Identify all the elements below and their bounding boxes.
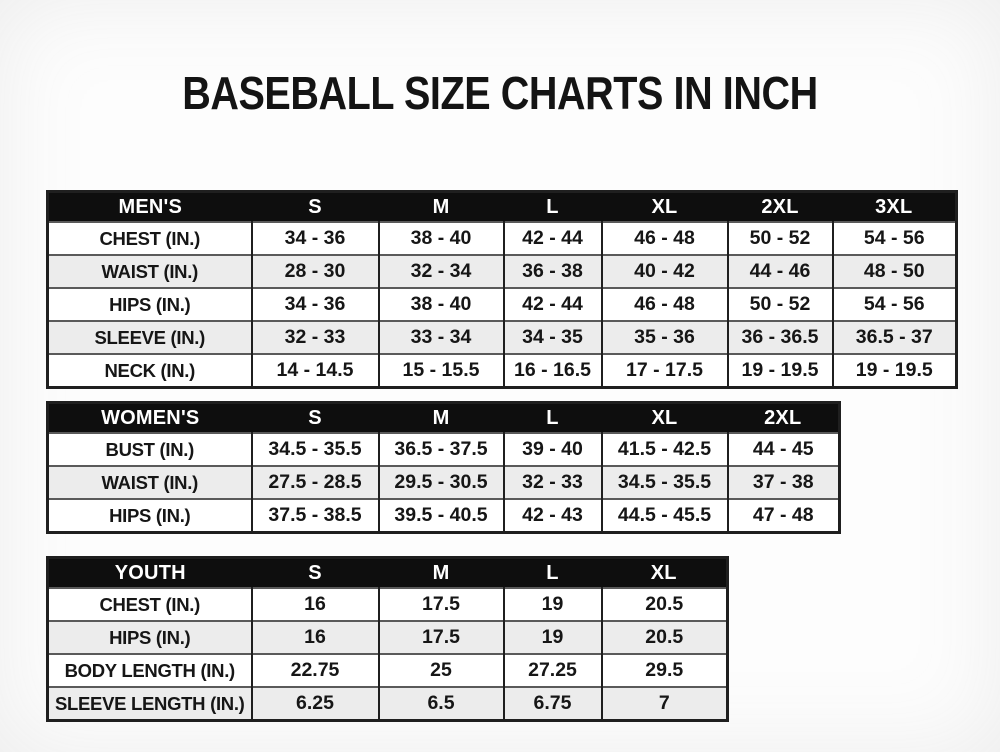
table-row <box>48 288 957 321</box>
size-value-cell: 36.5 - 37.5 <box>379 433 504 466</box>
header-row <box>48 403 840 434</box>
size-value-cell: 19 - 19.5 <box>833 354 957 388</box>
size-value-cell: 41.5 - 42.5 <box>602 433 728 466</box>
header-row <box>48 558 728 589</box>
size-column-header: 3XL <box>833 192 957 223</box>
size-value-cell: 19 <box>504 621 602 654</box>
page-title: BASEBALL SIZE CHARTS IN INCH <box>182 67 818 119</box>
size-value-cell: 32 - 33 <box>252 321 379 354</box>
size-value-cell: 50 - 52 <box>728 222 833 255</box>
size-value-cell: 44.5 - 45.5 <box>602 499 728 533</box>
size-value-cell: 36.5 - 37 <box>833 321 957 354</box>
table-row <box>48 466 840 499</box>
size-column-header: 2XL <box>728 403 840 434</box>
table-row <box>48 433 840 466</box>
size-value-cell: 50 - 52 <box>728 288 833 321</box>
size-value-cell: 34.5 - 35.5 <box>602 466 728 499</box>
size-value-cell: 54 - 56 <box>833 222 957 255</box>
size-column-header: S <box>252 558 379 589</box>
size-value-cell: 27.5 - 28.5 <box>252 466 379 499</box>
row-label: SLEEVE (IN.) <box>48 321 252 354</box>
womens-table <box>46 401 841 534</box>
size-value-cell: 15 - 15.5 <box>379 354 504 388</box>
size-value-cell: 19 - 19.5 <box>728 354 833 388</box>
size-column-header: S <box>252 403 379 434</box>
group-header: WOMEN'S <box>48 403 252 434</box>
size-column-header: L <box>504 192 602 223</box>
row-label: CHEST (IN.) <box>48 588 252 621</box>
size-value-cell: 42 - 43 <box>504 499 602 533</box>
table-row <box>48 588 728 621</box>
size-value-cell: 14 - 14.5 <box>252 354 379 388</box>
size-column-header: XL <box>602 403 728 434</box>
size-value-cell: 42 - 44 <box>504 288 602 321</box>
size-value-cell: 20.5 <box>602 588 728 621</box>
size-value-cell: 6.25 <box>252 687 379 721</box>
size-value-cell: 46 - 48 <box>602 222 728 255</box>
size-value-cell: 39 - 40 <box>504 433 602 466</box>
row-label: HIPS (IN.) <box>48 499 252 533</box>
size-value-cell: 29.5 - 30.5 <box>379 466 504 499</box>
row-label: NECK (IN.) <box>48 354 252 388</box>
size-column-header: M <box>379 192 504 223</box>
size-value-cell: 7 <box>602 687 728 721</box>
size-value-cell: 6.75 <box>504 687 602 721</box>
size-value-cell: 44 - 45 <box>728 433 840 466</box>
size-value-cell: 40 - 42 <box>602 255 728 288</box>
youth-table <box>46 556 729 722</box>
mens-size-table <box>46 190 958 389</box>
size-column-header: XL <box>602 558 728 589</box>
table-row <box>48 255 957 288</box>
size-value-cell: 17.5 <box>379 621 504 654</box>
size-value-cell: 22.75 <box>252 654 379 687</box>
row-label: WAIST (IN.) <box>48 255 252 288</box>
size-column-header: M <box>379 558 504 589</box>
size-value-cell: 36 - 36.5 <box>728 321 833 354</box>
size-value-cell: 46 - 48 <box>602 288 728 321</box>
size-value-cell: 34.5 - 35.5 <box>252 433 379 466</box>
row-label: CHEST (IN.) <box>48 222 252 255</box>
size-value-cell: 27.25 <box>504 654 602 687</box>
size-column-header: 2XL <box>728 192 833 223</box>
table-row <box>48 354 957 388</box>
size-column-header: S <box>252 192 379 223</box>
size-value-cell: 16 <box>252 621 379 654</box>
size-column-header: XL <box>602 192 728 223</box>
size-value-cell: 6.5 <box>379 687 504 721</box>
size-value-cell: 25 <box>379 654 504 687</box>
size-value-cell: 34 - 35 <box>504 321 602 354</box>
table-row <box>48 222 957 255</box>
table-row <box>48 499 840 533</box>
size-value-cell: 28 - 30 <box>252 255 379 288</box>
size-value-cell: 44 - 46 <box>728 255 833 288</box>
size-value-cell: 19 <box>504 588 602 621</box>
mens-table <box>46 190 958 389</box>
size-value-cell: 36 - 38 <box>504 255 602 288</box>
size-value-cell: 34 - 36 <box>252 288 379 321</box>
size-value-cell: 35 - 36 <box>602 321 728 354</box>
row-label: BODY LENGTH (IN.) <box>48 654 252 687</box>
table-row <box>48 621 728 654</box>
row-label: HIPS (IN.) <box>48 288 252 321</box>
size-column-header: L <box>504 403 602 434</box>
youth-size-table <box>46 556 729 722</box>
size-value-cell: 17 - 17.5 <box>602 354 728 388</box>
size-value-cell: 47 - 48 <box>728 499 840 533</box>
size-value-cell: 39.5 - 40.5 <box>379 499 504 533</box>
table-row <box>48 321 957 354</box>
size-value-cell: 32 - 34 <box>379 255 504 288</box>
size-value-cell: 34 - 36 <box>252 222 379 255</box>
size-value-cell: 33 - 34 <box>379 321 504 354</box>
size-value-cell: 38 - 40 <box>379 222 504 255</box>
size-value-cell: 48 - 50 <box>833 255 957 288</box>
size-value-cell: 20.5 <box>602 621 728 654</box>
size-column-header: L <box>504 558 602 589</box>
size-value-cell: 42 - 44 <box>504 222 602 255</box>
size-value-cell: 16 <box>252 588 379 621</box>
header-row <box>48 192 957 223</box>
group-header: MEN'S <box>48 192 252 223</box>
size-value-cell: 54 - 56 <box>833 288 957 321</box>
size-value-cell: 38 - 40 <box>379 288 504 321</box>
size-value-cell: 37 - 38 <box>728 466 840 499</box>
size-value-cell: 32 - 33 <box>504 466 602 499</box>
size-value-cell: 17.5 <box>379 588 504 621</box>
row-label: HIPS (IN.) <box>48 621 252 654</box>
table-row <box>48 654 728 687</box>
row-label: BUST (IN.) <box>48 433 252 466</box>
row-label: SLEEVE LENGTH (IN.) <box>48 687 252 721</box>
size-value-cell: 37.5 - 38.5 <box>252 499 379 533</box>
womens-size-table <box>46 401 841 534</box>
row-label: WAIST (IN.) <box>48 466 252 499</box>
table-row <box>48 687 728 721</box>
size-value-cell: 16 - 16.5 <box>504 354 602 388</box>
size-value-cell: 29.5 <box>602 654 728 687</box>
size-column-header: M <box>379 403 504 434</box>
group-header: YOUTH <box>48 558 252 589</box>
